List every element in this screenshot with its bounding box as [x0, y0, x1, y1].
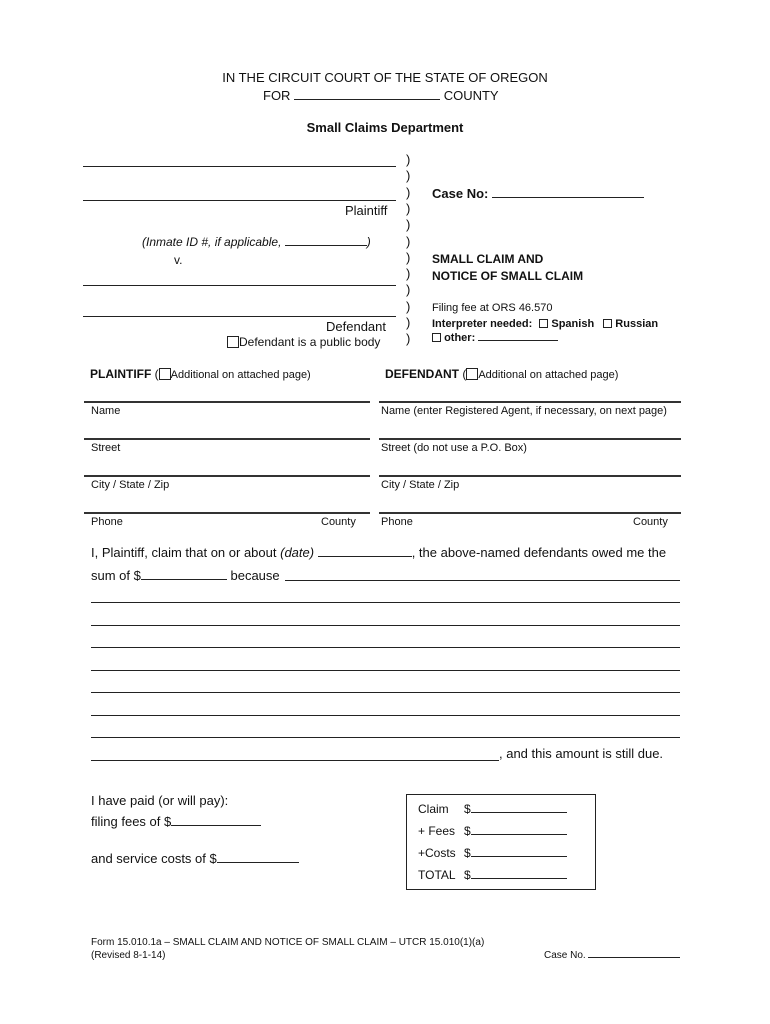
fees-label: + Fees: [418, 824, 456, 838]
defendant-name-label: Name (enter Registered Agent, if necessary, on next page): [381, 405, 667, 417]
costs-dollar: $: [464, 846, 471, 860]
caption-paren: ): [406, 315, 411, 330]
department-title: Small Claims Department: [306, 120, 464, 135]
claim-dollar: $: [464, 802, 471, 816]
other-checkbox[interactable]: [432, 333, 441, 342]
interpreter-label: Interpreter needed:: [432, 318, 533, 330]
title-line-1: SMALL CLAIM AND: [432, 252, 544, 266]
paid-label: I have paid (or will pay):: [91, 793, 229, 808]
caption-paren: ): [406, 168, 411, 184]
plaintiff-open-paren: (: [154, 367, 159, 381]
russian-label: Russian: [615, 318, 659, 330]
fees-total-row: [418, 824, 567, 838]
plaintiff-name-label: Name: [91, 405, 121, 417]
caption-paren: ): [406, 249, 411, 265]
claim-total-row: [418, 802, 567, 816]
costs-label: +Costs: [418, 846, 456, 860]
plaintiff-name-rule[interactable]: [84, 401, 370, 403]
service-costs-field[interactable]: [217, 862, 299, 863]
total-dollar: $: [464, 868, 471, 882]
footer-case-no-label: Case No.: [544, 950, 586, 961]
filing-fees-label: filing fees of $: [91, 814, 172, 829]
caption-paren: ): [406, 152, 411, 167]
defendant-additional-label: Additional on attached page): [478, 369, 619, 381]
caption-paren: ): [406, 217, 411, 233]
sum-amount-field[interactable]: [141, 579, 227, 580]
title-line-2: NOTICE OF SMALL CLAIM: [432, 269, 584, 283]
totals-box: [406, 794, 596, 890]
inmate-id-field[interactable]: [285, 245, 367, 246]
inmate-close: ): [366, 235, 371, 249]
defendant-name-line-2[interactable]: [83, 316, 396, 317]
total-label: TOTAL: [418, 868, 456, 882]
defendant-open-paren: (: [462, 367, 467, 381]
versus-label: v.: [174, 253, 183, 267]
claim-amount-field[interactable]: [471, 812, 567, 813]
case-number: [432, 186, 644, 201]
plaintiff-name-line-1[interactable]: [83, 166, 396, 167]
defendant-city-label: City / State / Zip: [381, 479, 460, 491]
sum-label: sum of $: [91, 568, 141, 583]
reason-line-2[interactable]: [91, 625, 680, 626]
claim-intro: I, Plaintiff, claim that on or about: [91, 545, 277, 560]
form-id: Form 15.010.1a – SMALL CLAIM AND NOTICE OF SMALL CLAIM – UTCR 15.010(1)(a): [91, 937, 485, 948]
interpreter-row: [432, 318, 658, 330]
costs-total-row: [418, 846, 567, 860]
reason-line-4[interactable]: [91, 670, 680, 671]
fees-dollar: $: [464, 824, 471, 838]
spanish-label: Spanish: [551, 318, 595, 330]
plaintiff-additional-checkbox[interactable]: [159, 368, 171, 380]
russian-checkbox[interactable]: [603, 319, 612, 328]
service-costs-label: and service costs of $: [91, 851, 217, 866]
defendant-phone-rule[interactable]: [379, 512, 681, 514]
defendant-phone-label: Phone: [381, 516, 413, 528]
revised-date: (Revised 8-1-14): [91, 950, 166, 961]
spanish-checkbox[interactable]: [539, 319, 548, 328]
defendant-label: Defendant: [326, 319, 386, 334]
plaintiff-street-rule[interactable]: [84, 438, 370, 440]
filing-fees-field[interactable]: [171, 825, 261, 826]
county-name-field[interactable]: [294, 99, 440, 100]
plaintiff-phone-rule[interactable]: [84, 512, 370, 514]
plaintiff-label: Plaintiff: [345, 203, 388, 218]
inmate-label: (Inmate ID #, if applicable,: [142, 235, 282, 249]
reason-line-3[interactable]: [91, 647, 680, 648]
caption-paren: ): [406, 233, 411, 249]
reason-line-6[interactable]: [91, 715, 680, 716]
reason-line-8[interactable]: [91, 760, 499, 761]
defendant-street-rule[interactable]: [379, 438, 681, 440]
caption-paren: ): [406, 200, 411, 216]
footer-case-no-field[interactable]: [588, 957, 680, 958]
other-language-field[interactable]: [478, 340, 558, 341]
public-body-label: Defendant is a public body: [239, 335, 381, 349]
case-no-field[interactable]: [492, 197, 644, 198]
fees-amount-field[interactable]: [471, 834, 567, 835]
defendant-street-label: Street (do not use a P.O. Box): [381, 442, 527, 454]
plaintiff-heading: PLAINTIFF: [90, 367, 152, 381]
grand-total-row: [418, 868, 567, 882]
defendant-heading: DEFENDANT: [385, 367, 459, 381]
still-due-text: , and this amount is still due.: [499, 746, 664, 761]
court-title: IN THE CIRCUIT COURT OF THE STATE OF OREGON: [222, 70, 548, 85]
claim-label: Claim: [418, 802, 449, 816]
plaintiff-name-line-2[interactable]: [83, 200, 396, 201]
caption-paren: ): [406, 298, 411, 314]
defendant-name-rule[interactable]: [379, 401, 681, 403]
claim-date-field[interactable]: [318, 556, 412, 557]
filing-fee-note: Filing fee at ORS 46.570: [432, 302, 553, 314]
because-line[interactable]: [285, 580, 680, 581]
sum-line: [91, 568, 280, 583]
defendant-city-rule[interactable]: [379, 475, 681, 477]
total-amount-field[interactable]: [471, 878, 567, 879]
reason-line-5[interactable]: [91, 692, 680, 693]
other-label: other:: [444, 332, 476, 344]
plaintiff-street-label: Street: [91, 442, 121, 454]
case-no-label: Case No:: [432, 186, 489, 201]
reason-line-7[interactable]: [91, 737, 680, 738]
county-label: COUNTY: [443, 88, 499, 103]
plaintiff-city-rule[interactable]: [84, 475, 370, 477]
for-label: FOR: [263, 88, 291, 103]
plaintiff-phone-label: Phone: [91, 516, 123, 528]
caption-paren: ): [406, 282, 411, 298]
caption-paren: ): [406, 331, 411, 347]
service-costs-row: [91, 851, 299, 866]
caption-paren: ): [406, 184, 411, 200]
plaintiff-county-label: County: [321, 516, 356, 528]
defendant-county-label: County: [633, 516, 668, 528]
plaintiff-additional-label: Additional on attached page): [170, 369, 311, 381]
footer-case-no: [544, 950, 680, 961]
because-label: because: [230, 568, 280, 583]
defendant-additional-checkbox[interactable]: [466, 368, 478, 380]
other-row: [432, 332, 558, 344]
claim-line-1-end: , the above-named defendants owed me the: [411, 545, 667, 560]
public-body-checkbox[interactable]: [227, 336, 239, 348]
public-body: [227, 335, 380, 349]
caption-paren: ): [406, 266, 411, 282]
date-label: (date): [280, 545, 315, 560]
reason-line-1[interactable]: [91, 602, 680, 603]
defendant-section-heading: [385, 367, 618, 381]
plaintiff-city-label: City / State / Zip: [91, 479, 170, 491]
costs-amount-field[interactable]: [471, 856, 567, 857]
claim-line-1: [91, 545, 666, 560]
county-line: [263, 88, 499, 103]
defendant-name-line-1[interactable]: [83, 285, 396, 286]
filing-fees-row: [91, 814, 261, 829]
plaintiff-section-heading: [90, 367, 311, 381]
inmate-id: [142, 235, 371, 249]
